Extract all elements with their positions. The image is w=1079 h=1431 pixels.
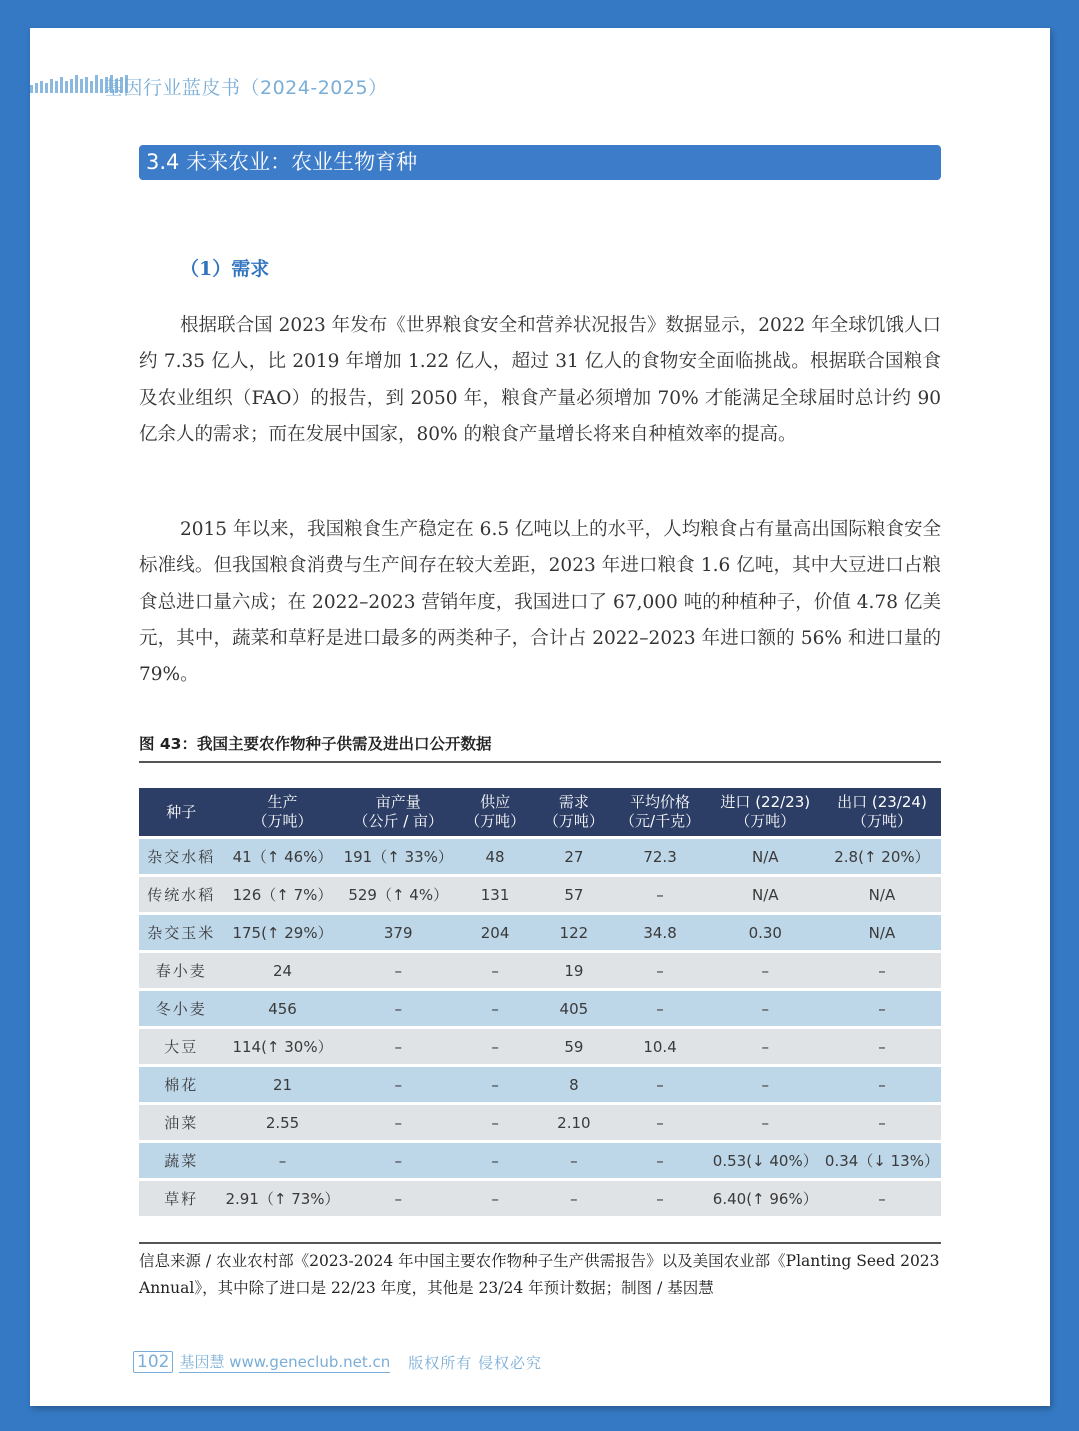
table-cell: 2.91（↑ 73%） [223,1181,341,1216]
figure-caption: 图 43：我国主要农作物种子供需及进出口公开数据 [139,735,492,753]
table-cell: 19 [535,953,612,988]
table-cell: 175(↑ 29%） [223,915,341,950]
table-row [139,1067,941,1102]
section-title: 3.4 未来农业：农业生物育种 [139,145,941,180]
header-import: 进口 (22/23) （万吨） [708,788,823,836]
header-export: 出口 (23/24) （万吨） [823,788,941,836]
table-cell: – [342,953,455,988]
table-cell: 379 [342,915,455,950]
table-cell: 131 [455,877,535,912]
table-cell: N/A [823,915,941,950]
footer [133,1351,542,1373]
table-cell-seed-name: 棉花 [139,1067,223,1102]
table-row [139,1181,941,1216]
table-cell: – [535,1143,612,1178]
footer-rights: 版权所有 侵权必究 [408,1353,543,1372]
table-cell: 529（↑ 4%） [342,877,455,912]
table-cell: 6.40(↑ 96%） [708,1181,823,1216]
header-supply: 供应 （万吨） [455,788,535,836]
table-cell: 8 [535,1067,612,1102]
table-cell: 0.30 [708,915,823,950]
table-cell: N/A [708,839,823,874]
table-cell: – [612,1105,707,1140]
table-cell: 27 [535,839,612,874]
paragraph-1: 根据联合国 2023 年发布《世界粮食安全和营养状况报告》数据显示，2022 年全球饥饿人口约 7.35 亿人，比 2019 年增加 1.22 亿人，超过 31 亿人的食物安全面临挑战。根据联合国粮食及农业组织（FAO）的报告，到 2050 年，粮食产量必须增加 70% 才能满足全球届时总计约 90 亿余人的需求；而在发展中国家，80% 的粮食产量增长将来自种植效率的提高。 [139,315,941,445]
table-cell: – [612,991,707,1026]
table-row [139,991,941,1026]
page-number: 102 [133,1351,173,1373]
table-cell-seed-name: 杂交水稻 [139,839,223,874]
table-cell: 34.8 [612,915,707,950]
table-cell: – [223,1143,341,1178]
table-cell-seed-name: 杂交玉米 [139,915,223,950]
running-title: 基因行业蓝皮书（2024-2025） [104,77,388,99]
table-cell: – [708,991,823,1026]
table-cell: – [823,991,941,1026]
table-cell: – [455,953,535,988]
table-cell: 21 [223,1067,341,1102]
header-avg-price: 平均价格 （元/千克） [612,788,707,836]
table-cell-seed-name: 草籽 [139,1181,223,1216]
table-cell-seed-name: 冬小麦 [139,991,223,1026]
table-row [139,1029,941,1064]
table-cell: 10.4 [612,1029,707,1064]
table-cell: 72.3 [612,839,707,874]
table-cell: 59 [535,1029,612,1064]
table-cell: – [708,1105,823,1140]
table-row [139,1105,941,1140]
table-cell: – [612,1143,707,1178]
table-cell: 2.10 [535,1105,612,1140]
table-cell: – [342,1105,455,1140]
table-cell: 2.8(↑ 20%） [823,839,941,874]
table-cell: 24 [223,953,341,988]
table-cell-seed-name: 蔬菜 [139,1143,223,1178]
table-cell-seed-name: 大豆 [139,1029,223,1064]
table-cell: 114(↑ 30%） [223,1029,341,1064]
table-cell: – [342,991,455,1026]
table-cell: – [708,1029,823,1064]
header-production: 生产 （万吨） [223,788,341,836]
table-row [139,877,941,912]
table-cell-seed-name: 传统水稻 [139,877,223,912]
table-cell: – [708,1067,823,1102]
table-cell: – [823,1067,941,1102]
table-row [139,953,941,988]
table-cell: 48 [455,839,535,874]
table-cell: 57 [535,877,612,912]
table-cell-seed-name: 油菜 [139,1105,223,1140]
table-cell: – [612,1181,707,1216]
table-cell: – [342,1143,455,1178]
table-cell: – [612,953,707,988]
page [30,28,1050,1406]
table-cell: 41（↑ 46%） [223,839,341,874]
source-rule [139,1242,941,1244]
header-yield: 亩产量 （公斤 / 亩） [342,788,455,836]
table-cell: – [455,991,535,1026]
table-cell: 0.53(↓ 40%） [708,1143,823,1178]
table-cell: – [342,1181,455,1216]
table-cell: 204 [455,915,535,950]
table-cell: N/A [708,877,823,912]
table-cell: – [535,1181,612,1216]
figure-top-rule [139,761,941,763]
table-cell: 0.34（↓ 13%） [823,1143,941,1178]
paragraph-2: 2015 年以来，我国粮食生产稳定在 6.5 亿吨以上的水平，人均粮食占有量高出国际粮食安全标准线。但我国粮食消费与生产间存在较大差距，2023 年进口粮食 1.6 亿吨，其中大豆进口占粮食总进口量六成；在 2022–2023 营销年度，我国进口了 67,000 吨的种植种子，价值 4.78 亿美元，其中，蔬菜和草籽是进口最多的两类种子，合计占 2022–2023 年进口额的 56% 和进口量的 79%。 [139,519,941,686]
seed-data-table [139,785,941,1219]
table-cell: 126（↑ 7%） [223,877,341,912]
table-cell: – [455,1143,535,1178]
header-seed: 种子 [139,788,223,836]
table-row [139,839,941,874]
table-cell: – [823,1181,941,1216]
footer-site-link[interactable]: 基因慧 www.geneclub.net.cn [179,1353,391,1371]
table-cell: – [342,1029,455,1064]
table-cell: – [455,1067,535,1102]
table-cell: N/A [823,877,941,912]
table-row [139,915,941,950]
table-cell: – [455,1181,535,1216]
table-cell: – [455,1105,535,1140]
table-header-row [139,788,941,836]
table-cell: 405 [535,991,612,1026]
table-cell: – [342,1067,455,1102]
table-cell: 2.55 [223,1105,341,1140]
table-cell: 456 [223,991,341,1026]
table-row [139,1143,941,1178]
table-cell: – [612,1067,707,1102]
subheading: （1）需求 [180,258,270,280]
table-cell: – [823,953,941,988]
table-cell: 122 [535,915,612,950]
table-cell: – [455,1029,535,1064]
table-cell: – [823,1029,941,1064]
header-demand: 需求 （万吨） [535,788,612,836]
table-cell: – [823,1105,941,1140]
table-cell: – [612,877,707,912]
source-note: 信息来源 / 农业农村部《2023-2024 年中国主要农作物种子生产供需报告》以及美国农业部《Planting Seed 2023 Annual》，其中除了进口是 22/23 年度，其他是 23/24 年预计数据；制图 / 基因慧 [139,1252,940,1297]
table-cell: – [708,953,823,988]
table-cell: 191（↑ 33%） [342,839,455,874]
table-cell-seed-name: 春小麦 [139,953,223,988]
